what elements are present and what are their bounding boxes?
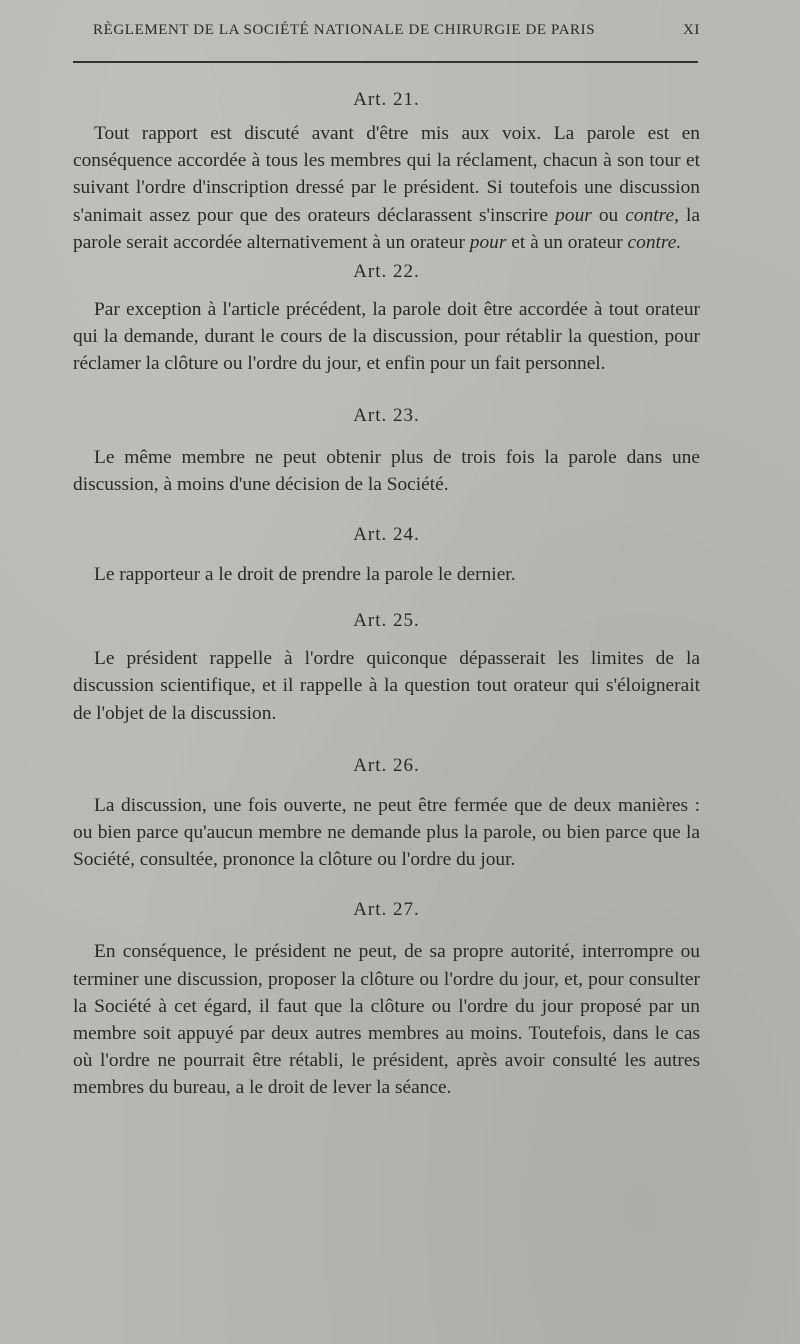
article-heading: Art. 21. [353,89,420,110]
article-heading: Art. 27. [353,899,420,921]
header-rule [73,61,698,63]
article-heading: Art. 23. [353,404,420,426]
article-text: La discussion, une fois ouverte, ne peut être fermée que de deux manières : ou bien parce qu'aucun membre ne demande plus la parole, ou bien parce que la Société, consultée, prononce la clôture ou l'ordre du jour. [73,794,700,871]
article-heading: Art. 22. [353,261,420,283]
article-text: En conséquence, le président ne peut, de sa propre autorité, interrompre ou terminer une discussion, proposer la clôture ou l'ordre du jour, et, pour consulter la Société à cet égard, il faut que la clôture ou l'ordre du jour proposé par un membre soit appuyé par deux autres membres au moins. Toutefois, dans le cas où l'ordre ne pourrait être rétabli, le président, après avoir consulté les autres membres du bureau, a le droit de lever la séance. [73,941,700,1099]
article-heading: Art. 25. [353,610,420,632]
article-heading: Art. 24. [353,524,420,546]
article-text: Le même membre ne peut obtenir plus de trois fois la parole dans une discussion, à moins d'une décision de la Société. [73,446,700,495]
running-header [73,22,700,42]
article-text: Tout rapport est discuté avant d'être mis aux voix. La parole est en conséquence accordée à tous les membres qui la réclament, chacun à son tour et suivant l'ordre d'inscription dressé par le président. Si toutefois une discussion s'animait assez pour que des orateurs déclarassent s'inscrire pour ou contre, la parole serait accordée alternativement à un orateur pour et à un orateur contre. [73,123,700,253]
running-title: RÈGLEMENT DE LA SOCIÉTÉ NATIONALE DE CHIRURGIE DE PARIS [93,22,596,38]
article-body [73,78,700,1102]
article-text: Par exception à l'article précédent, la parole doit être accordée à tout orateur qui la demande, durant le cours de la discussion, pour rétablir la question, pour réclamer la clôture ou l'ordre du jour, et enfin pour un fait personnel. [73,299,700,375]
page-number: XI [682,22,700,38]
article-heading: Art. 26. [353,754,420,776]
article-text: Le président rappelle à l'ordre quiconque dépasserait les limites de la discussion scientifique, et il rappelle à la question tout orateur qui s'éloignerait de l'objet de la discussion. [73,648,700,724]
article-text: Le rapporteur a le droit de prendre la parole le dernier. [94,564,516,586]
